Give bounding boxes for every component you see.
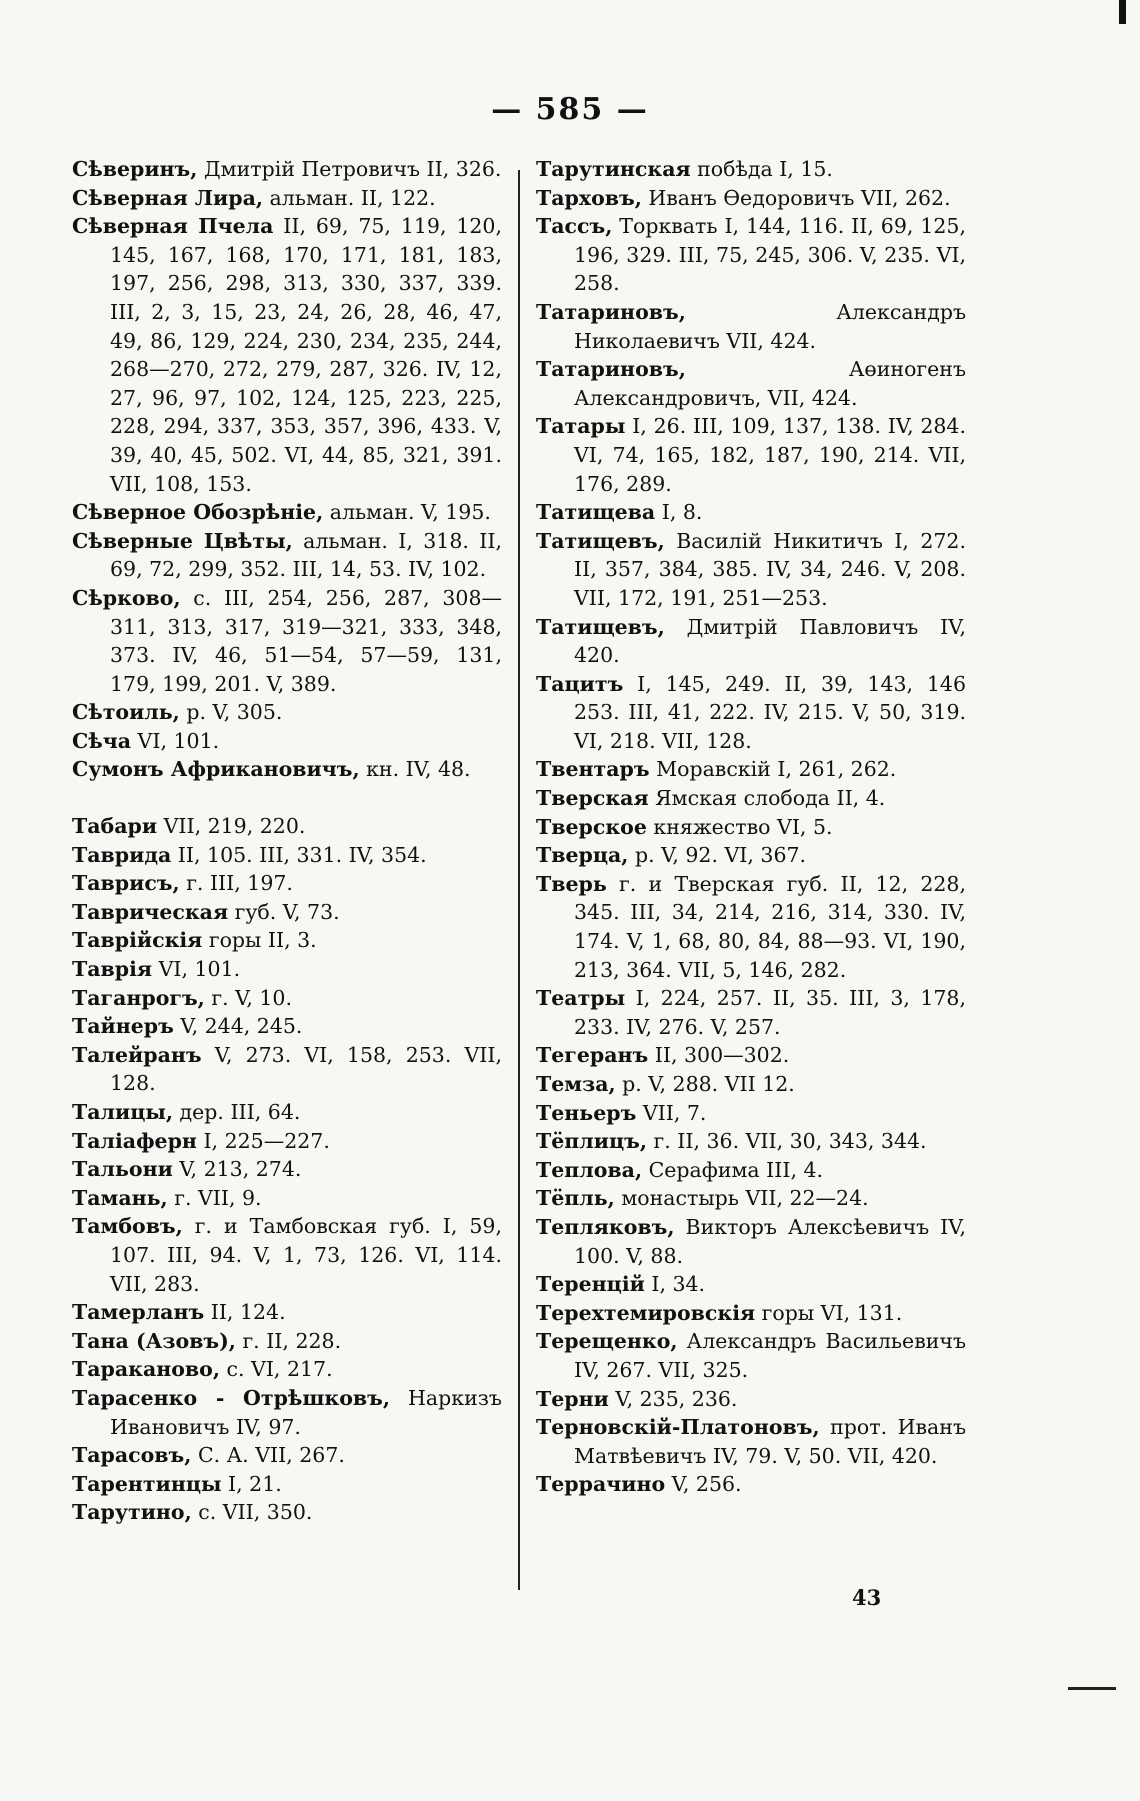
index-entry-references: р. V, 288. VII 12. [615, 1072, 795, 1096]
index-entry [72, 1127, 502, 1156]
index-entry-references: княжество VI, 5. [646, 814, 833, 839]
index-entry-references: Василій Никитичъ I, 272. II, 357, 384, 385. IV, 34, 246. V, 208. VII, 172, 191, 251—253. [574, 528, 966, 610]
index-entry-references: II, 69, 75, 119, 120, 145, 167, 168, 170, 171, 181, 183, 197, 256, 298, 313, 330, 337, 339. III, 2, 3, 15, 23, 24, 26, 28, 46, 47, 49, 86, 129, 224, 230, 234, 235, 244, 268—270, 272, 279, 287, 326. IV, 12, 27, 96, 97, 102, 124, 125, 223, 225, 228, 294, 337, 353, 357, 396, 433. V, 39, 40, 45, 502. VI, 44, 85, 321, 391. VII, 108, 153. [110, 214, 502, 496]
index-entry-references: Аөиногенъ Александровичъ, VII, 424. [574, 357, 966, 410]
index-entry-references: Ямская слобода II, 4. [648, 786, 886, 811]
index-entry-references: г. III, 197. [179, 871, 293, 896]
index-entry-headword: Татищевъ, [536, 528, 665, 553]
index-entry-references: VI, 101. [152, 957, 241, 982]
index-entry-headword: Татищева [536, 500, 656, 525]
index-entry [536, 1299, 966, 1328]
index-entry-headword: Таврійскія [72, 928, 203, 953]
index-entry-headword: Таврія [72, 957, 153, 982]
index-entry-headword: Террачино [536, 1472, 666, 1497]
index-entry-references: дер. III, 64. [173, 1100, 301, 1124]
index-entry-headword: Тайнеръ [72, 1014, 174, 1039]
index-entry [72, 1384, 502, 1441]
index-entry-headword: Теньеръ [536, 1100, 637, 1125]
index-entry-references: Дмитрій Павловичъ IV, 420. [574, 614, 966, 668]
index-column-right [536, 155, 966, 1499]
index-entry [536, 212, 966, 298]
index-entry-headword: Твентаръ [536, 757, 650, 782]
index-entry [72, 755, 502, 784]
index-entry-headword: Сѣтоиль, [72, 700, 180, 725]
index-entry-references: I, 26. III, 109, 137, 138. IV, 284. VI, 74, 165, 182, 187, 190, 214. VII, 176, 289. [574, 414, 966, 496]
index-entry-headword: Теренцій [536, 1272, 645, 1297]
index-entry-references: горы II, 3. [202, 928, 317, 953]
index-entry [536, 784, 966, 813]
index-entry [536, 1470, 966, 1499]
index-entry-references: прот. Иванъ Матвѣевичъ IV, 79. V, 50. VII, 420. [574, 1415, 966, 1468]
index-entry-headword: Таліаферн [72, 1128, 197, 1153]
index-entry-headword: Терни [536, 1386, 609, 1411]
index-entry-references: г. V, 10. [204, 985, 292, 1010]
index-entry [536, 527, 966, 613]
index-entry-headword: Тана (Азовъ), [72, 1328, 236, 1353]
index-entry-headword: Таврисъ, [72, 871, 180, 896]
index-entry-references: II, 300—302. [648, 1043, 790, 1068]
index-entry-headword: Татариновъ, [536, 299, 686, 324]
index-entry-headword: Тепляковъ, [536, 1214, 675, 1239]
index-entry-headword: Тверца, [536, 843, 629, 868]
index-entry-references: альман. I, 318. II, 69, 72, 299, 352. III, 14, 53. IV, 102. [110, 528, 502, 582]
index-entry [536, 1041, 966, 1070]
index-entry-references: VII, 219, 220. [157, 814, 306, 839]
index-entry-references: горы VI, 131. [755, 1300, 903, 1325]
index-entry-headword: Сѣверное Обозрѣніе, [72, 500, 324, 525]
index-entry-references: II, 105. III, 331. IV, 354. [171, 842, 427, 867]
index-entry-references: монастырь VII, 22—24. [614, 1186, 869, 1211]
index-entry [72, 1327, 502, 1356]
index-entry [72, 1212, 502, 1298]
index-entry-references: Иванъ Өедоровичъ VII, 262. [641, 185, 951, 210]
index-entry-headword: Тарентинцы [72, 1471, 222, 1496]
index-entry-headword: Тарутинская [536, 157, 691, 181]
index-entry [536, 870, 966, 984]
index-entry-headword: Тамерланъ [72, 1300, 205, 1325]
index-entry-references: I, 34. [644, 1272, 706, 1297]
index-entry [72, 1355, 502, 1384]
index-entry-headword: Сѣча [72, 728, 132, 753]
index-entry-references: Моравскій I, 261, 262. [649, 757, 897, 782]
index-entry-references: V, 244, 245. [173, 1014, 303, 1039]
index-entry [536, 1099, 966, 1128]
index-entry [72, 1041, 502, 1098]
index-entry-headword: Тёпль, [536, 1186, 615, 1211]
index-entry [536, 841, 966, 870]
index-entry-references: Александръ Николаевичъ VII, 424. [574, 299, 966, 353]
index-entry [72, 1441, 502, 1470]
index-entry-references: I, 145, 249. II, 39, 143, 146 253. III, 41, 222. IV, 215. V, 50, 319. VI, 218. VII, 128. [574, 671, 966, 753]
index-entry [72, 898, 502, 927]
index-entry-headword: Тверская [536, 786, 649, 811]
index-entry-references: V, 256. [665, 1472, 742, 1497]
index-entry-references: с. VII, 350. [191, 1500, 313, 1525]
index-entry [72, 1155, 502, 1184]
index-entry-references: альман. V, 195. [323, 500, 491, 525]
index-entry [72, 1098, 502, 1127]
index-entry-headword: Тарасовъ, [72, 1443, 192, 1468]
index-entry-references: I, 8. [655, 500, 703, 525]
index-entry-headword: Терехтемировскія [536, 1300, 756, 1325]
index-entry-headword: Тараканово, [72, 1357, 220, 1382]
index-entry [72, 1470, 502, 1499]
index-entry-headword: Табари [72, 814, 158, 839]
index-entry-references: V, 213, 274. [172, 1157, 302, 1182]
index-entry [72, 1012, 502, 1041]
index-entry-headword: Сѣрково, [72, 585, 181, 610]
index-entry [72, 812, 502, 841]
index-entry-headword: Татариновъ, [536, 357, 686, 382]
index-entry [536, 1213, 966, 1270]
index-entry-headword: Таврида [72, 842, 172, 867]
index-entry-references: побѣда I, 15. [690, 157, 833, 181]
index-entry-references: II, 124. [204, 1300, 286, 1325]
index-entry [536, 1156, 966, 1185]
index-entry-references: VI, 101. [131, 728, 220, 753]
index-entry [72, 1298, 502, 1327]
page-number: — 585 — [491, 92, 649, 127]
index-entry-headword: Сѣверная Пчела [72, 214, 274, 239]
index-entry-headword: Сумонъ Африкановичъ, [72, 757, 360, 782]
index-entry-headword: Тамбовъ, [72, 1214, 183, 1239]
index-entry [72, 498, 502, 527]
index-entry [536, 613, 966, 670]
index-entry [72, 155, 502, 184]
index-entry [536, 1270, 966, 1299]
index-entry-references: Викторъ Алексѣевичъ IV, 100. V, 88. [574, 1214, 966, 1268]
index-entry [72, 527, 502, 584]
index-entry-headword: Сѣверные Цвѣты, [72, 528, 293, 553]
index-entry [536, 1327, 966, 1384]
index-entry-references: г. и Тамбовская губ. I, 59, 107. III, 94. V, 1, 73, 126. VI, 114. VII, 283. [110, 1214, 502, 1296]
index-entry-references: р. V, 92. VI, 367. [628, 843, 807, 868]
index-entry-headword: Тамань, [72, 1185, 168, 1210]
index-entry-headword: Тальони [72, 1157, 173, 1182]
index-entry-headword: Теплова, [536, 1157, 643, 1182]
index-entry-references: г. II, 228. [235, 1328, 342, 1353]
index-entry-references: губ. V, 73. [228, 899, 340, 924]
index-entry-references: I, 224, 257. II, 35. III, 3, 178, 233. IV, 276. V, 257. [574, 986, 966, 1039]
index-entry-headword: Тарховъ, [536, 185, 642, 210]
index-entry-headword: Тарасенко - Отрѣшковъ, [72, 1385, 390, 1410]
index-entry-headword: Тассъ, [536, 214, 613, 239]
index-entry [72, 184, 502, 213]
index-entry-references: Торквать I, 144, 116. II, 69, 125, 196, 329. III, 75, 245, 306. V, 235. VI, 258. [574, 214, 966, 296]
index-entry [72, 841, 502, 870]
printer-signature: 43 [852, 1585, 882, 1610]
index-entry-references: V, 273. VI, 158, 253. VII, 128. [110, 1042, 502, 1096]
index-entry [536, 1127, 966, 1156]
index-entry-references: г. и Тверская губ. II, 12, 228, 345. III, 34, 214, 216, 314, 330. IV, 174. V, 1, 68, 80, 84, 88—93. VI, 190, 213, 364. VII, 5, 146, 282. [574, 871, 966, 982]
index-entry [536, 755, 966, 784]
index-entry-references: р. V, 305. [179, 700, 283, 725]
index-entry-references: Серафима III, 4. [642, 1157, 824, 1182]
index-entry-headword: Терновскій-Платоновъ, [536, 1415, 820, 1440]
index-entry-headword: Талейранъ [72, 1042, 202, 1067]
index-entry-headword: Темза, [536, 1072, 616, 1096]
index-entry-references: I, 225—227. [196, 1128, 330, 1153]
index-entry [72, 955, 502, 984]
index-entry-headword: Тёплицъ, [536, 1129, 647, 1154]
index-entry [536, 670, 966, 756]
index-entry [536, 984, 966, 1041]
index-entry-references: Наркизъ Ивановичъ IV, 97. [110, 1385, 502, 1439]
index-entry-headword: Талицы, [72, 1100, 174, 1124]
index-entry-references: V, 235, 236. [608, 1386, 738, 1411]
index-entry-headword: Таганрогъ, [72, 985, 205, 1010]
page-corner-mark [1119, 0, 1126, 24]
index-entry [72, 584, 502, 698]
index-entry-references: альман. II, 122. [263, 185, 436, 210]
index-entry [536, 298, 966, 355]
index-entry [72, 984, 502, 1013]
index-entry-references: кн. IV, 48. [359, 757, 471, 782]
index-entry [536, 412, 966, 498]
index-entry [72, 212, 502, 498]
index-entry [72, 1498, 502, 1527]
index-entry-references: Дмитрій Петровичъ II, 326. [197, 157, 502, 181]
index-entry-headword: Тегеранъ [536, 1043, 649, 1068]
index-entry [72, 698, 502, 727]
index-entry-references: с. III, 254, 256, 287, 308—311, 313, 317, 319—321, 333, 348, 373. IV, 46, 51—54, 57—59, 131, 179, 199, 201. V, 389. [110, 585, 502, 696]
index-entry-headword: Терещенко, [536, 1329, 678, 1354]
index-entry-headword: Театры [536, 986, 626, 1011]
index-entry-references: I, 21. [221, 1471, 282, 1496]
index-entry-references: С. А. VII, 267. [191, 1443, 345, 1468]
index-entry [536, 1385, 966, 1414]
index-entry-references: Александръ Васильевичъ IV, 267. VII, 325. [574, 1329, 966, 1382]
index-entry-headword: Таврическая [72, 899, 229, 924]
index-entry [72, 869, 502, 898]
index-entry-references: г. II, 36. VII, 30, 343, 344. [646, 1129, 927, 1154]
index-entry-headword: Тарутино, [72, 1500, 192, 1525]
index-entry [536, 1413, 966, 1470]
index-column-left [72, 155, 502, 1527]
index-entry-references: VII, 7. [636, 1100, 707, 1125]
index-entry-headword: Сѣверная Лира, [72, 185, 264, 210]
margin-mark [1068, 1687, 1116, 1690]
index-entry-headword: Тверь [536, 871, 607, 896]
index-entry [72, 926, 502, 955]
index-entry-headword: Татары [536, 414, 626, 439]
index-entry [536, 813, 966, 842]
index-entry [536, 1184, 966, 1213]
index-entry [536, 1070, 966, 1099]
index-entry [536, 355, 966, 412]
index-entry-headword: Тверское [536, 814, 647, 839]
index-entry [72, 1184, 502, 1213]
index-entry [72, 727, 502, 756]
index-entry [536, 184, 966, 213]
index-entry-references: г. VII, 9. [167, 1185, 262, 1210]
column-divider [518, 170, 520, 1590]
index-entry [536, 498, 966, 527]
index-entry-headword: Сѣверинъ, [72, 157, 198, 181]
index-entry-headword: Татищевъ, [536, 614, 665, 639]
index-entry-headword: Тацитъ [536, 671, 624, 696]
index-entry-references: с. VI, 217. [219, 1357, 333, 1382]
index-entry [536, 155, 966, 184]
